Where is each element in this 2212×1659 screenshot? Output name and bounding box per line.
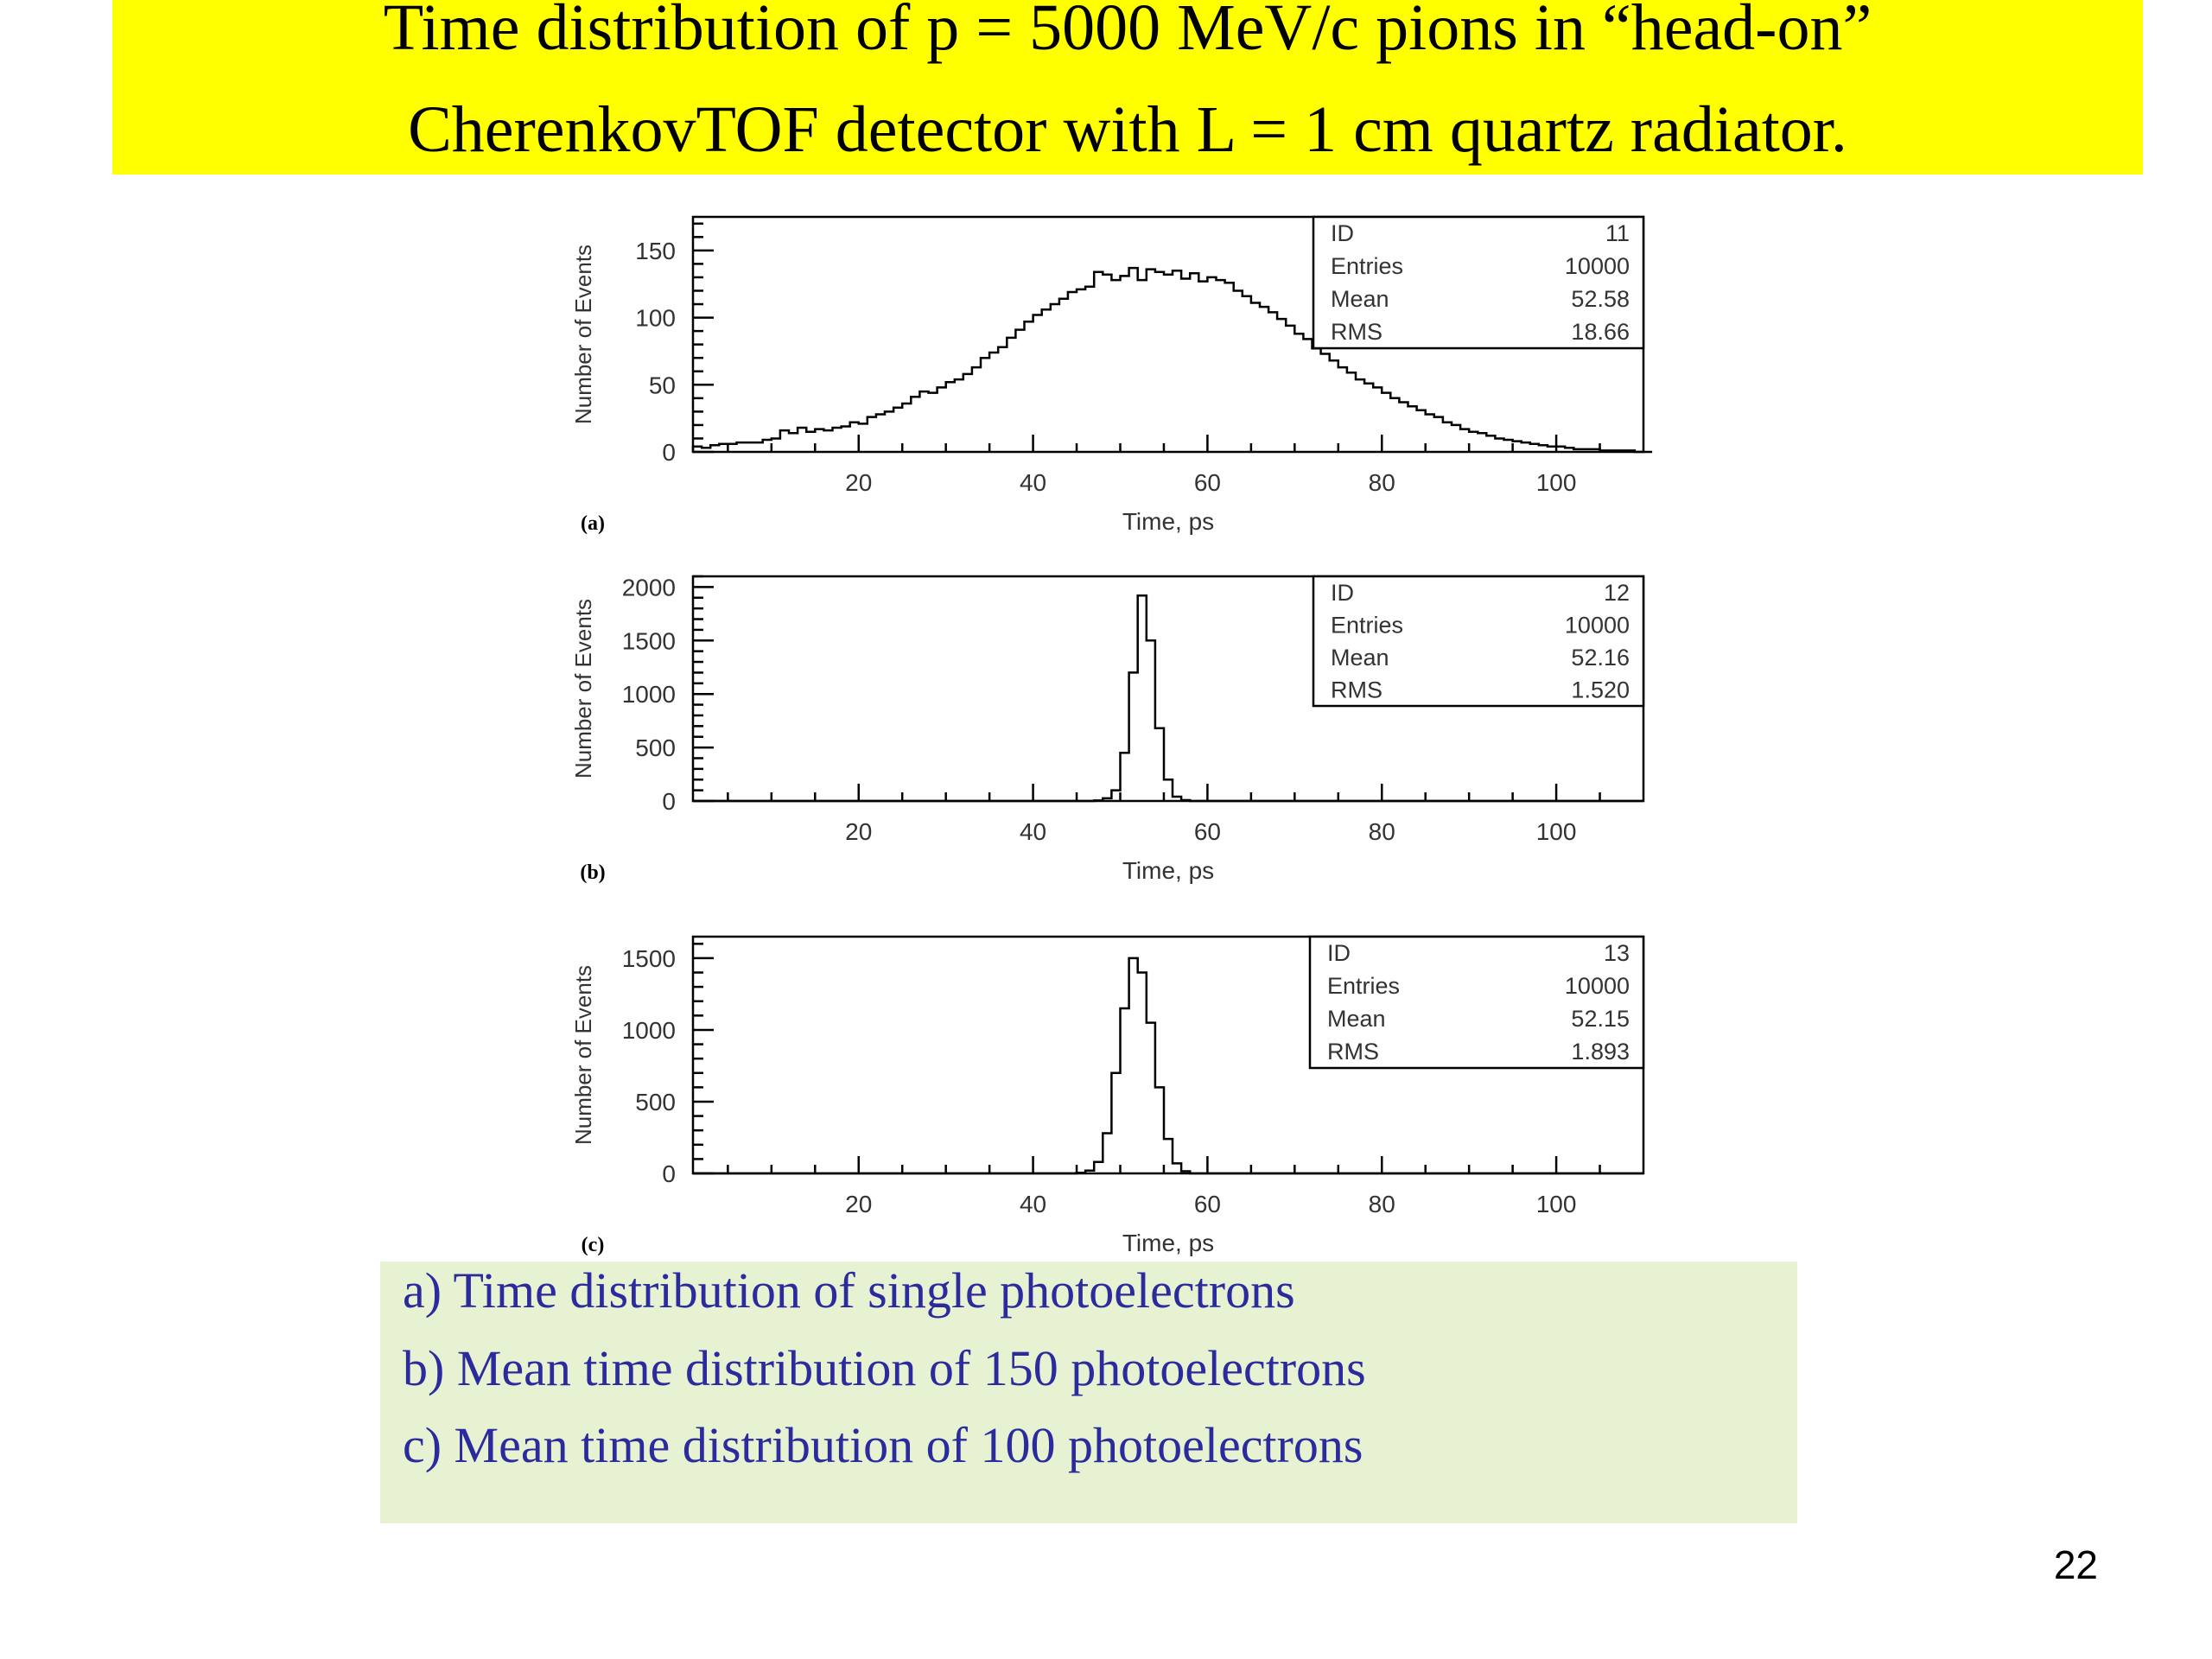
stats-value: 52.16 xyxy=(1571,644,1630,671)
y-tick-label: 0 xyxy=(662,439,676,466)
x-axis-label: Time, ps xyxy=(1122,1230,1215,1256)
x-tick-label: 80 xyxy=(1368,1191,1395,1217)
x-tick-label: 20 xyxy=(845,818,873,845)
x-tick-label: 60 xyxy=(1193,818,1221,845)
slide-title-line-1: Time distribution of p = 5000 MeV/c pions in “head-on” xyxy=(383,0,1872,64)
panel-label: (a) xyxy=(581,512,605,535)
stats-value: 11 xyxy=(1605,220,1630,247)
stats-value: 12 xyxy=(1603,579,1630,606)
caption-b: b) Mean time distribution of 150 photoelectrons xyxy=(403,1340,1366,1396)
histogram-panel-c xyxy=(570,937,1643,1256)
y-axis-label: Number of Events xyxy=(570,598,596,779)
stats-value: 1.893 xyxy=(1571,1039,1630,1065)
x-tick-label: 60 xyxy=(1193,1191,1221,1217)
x-tick-label: 40 xyxy=(1019,469,1047,496)
y-tick-label: 0 xyxy=(662,1160,676,1187)
stats-key: ID xyxy=(1331,579,1354,606)
stats-value: 52.15 xyxy=(1571,1006,1630,1033)
y-tick-label: 500 xyxy=(635,1088,676,1116)
stats-value: 10000 xyxy=(1564,253,1630,280)
histogram-figure xyxy=(553,204,1659,1260)
histogram-panel-a xyxy=(570,217,1652,535)
stats-key: Entries xyxy=(1331,612,1404,639)
y-tick-label: 1000 xyxy=(621,1016,676,1044)
page-number: 22 xyxy=(2053,1542,2098,1587)
histogram-panels xyxy=(553,204,1659,1260)
y-tick-label: 100 xyxy=(635,304,676,332)
x-axis-label: Time, ps xyxy=(1122,857,1215,884)
y-tick-label: 0 xyxy=(662,788,676,815)
stats-key: ID xyxy=(1331,220,1354,247)
y-tick-label: 1500 xyxy=(621,944,676,972)
stats-value: 18.66 xyxy=(1571,319,1630,346)
y-axis-label: Number of Events xyxy=(570,244,596,425)
stats-value: 10000 xyxy=(1564,612,1630,639)
stats-key: Entries xyxy=(1331,253,1404,280)
y-axis-label: Number of Events xyxy=(570,964,596,1146)
caption-c: c) Mean time distribution of 100 photoelectrons xyxy=(403,1417,1363,1473)
stats-key: RMS xyxy=(1331,677,1382,703)
y-tick-label: 50 xyxy=(648,372,676,399)
panel-label: (b) xyxy=(580,861,606,884)
y-tick-label: 150 xyxy=(635,237,676,264)
x-axis-label: Time, ps xyxy=(1122,508,1215,535)
stats-key: Mean xyxy=(1331,644,1389,671)
stats-key: RMS xyxy=(1331,319,1382,346)
stats-key: Entries xyxy=(1327,973,1401,1000)
stats-value: 13 xyxy=(1603,940,1630,967)
stats-key: Mean xyxy=(1327,1006,1386,1033)
x-tick-label: 100 xyxy=(1535,818,1577,845)
y-tick-label: 1500 xyxy=(621,627,676,655)
stats-key: ID xyxy=(1327,940,1351,967)
y-tick-label: 500 xyxy=(635,734,676,762)
x-tick-label: 60 xyxy=(1193,469,1221,496)
x-tick-label: 40 xyxy=(1019,1191,1047,1217)
stats-value: 10000 xyxy=(1564,973,1630,1000)
y-tick-label: 2000 xyxy=(621,574,676,601)
stats-value: 1.520 xyxy=(1571,677,1630,703)
caption-box xyxy=(380,1262,1797,1523)
x-tick-label: 20 xyxy=(845,1191,873,1217)
title-banner xyxy=(112,0,2143,175)
x-tick-label: 40 xyxy=(1019,818,1047,845)
histogram-panel-b xyxy=(570,574,1643,884)
stats-key: Mean xyxy=(1331,286,1389,313)
stats-value: 52.58 xyxy=(1571,286,1630,313)
caption-a: a) Time distribution of single photoelectrons xyxy=(403,1262,1295,1319)
stats-key: RMS xyxy=(1327,1039,1379,1065)
x-tick-label: 100 xyxy=(1535,1191,1577,1217)
y-tick-label: 1000 xyxy=(621,681,676,709)
panel-label: (c) xyxy=(581,1234,605,1256)
x-tick-label: 80 xyxy=(1368,469,1395,496)
x-tick-label: 20 xyxy=(845,469,873,496)
slide-title-line-2: CherenkovTOF detector with L = 1 cm quartz radiator. xyxy=(408,93,1847,166)
x-tick-label: 100 xyxy=(1535,469,1577,496)
x-tick-label: 80 xyxy=(1368,818,1395,845)
